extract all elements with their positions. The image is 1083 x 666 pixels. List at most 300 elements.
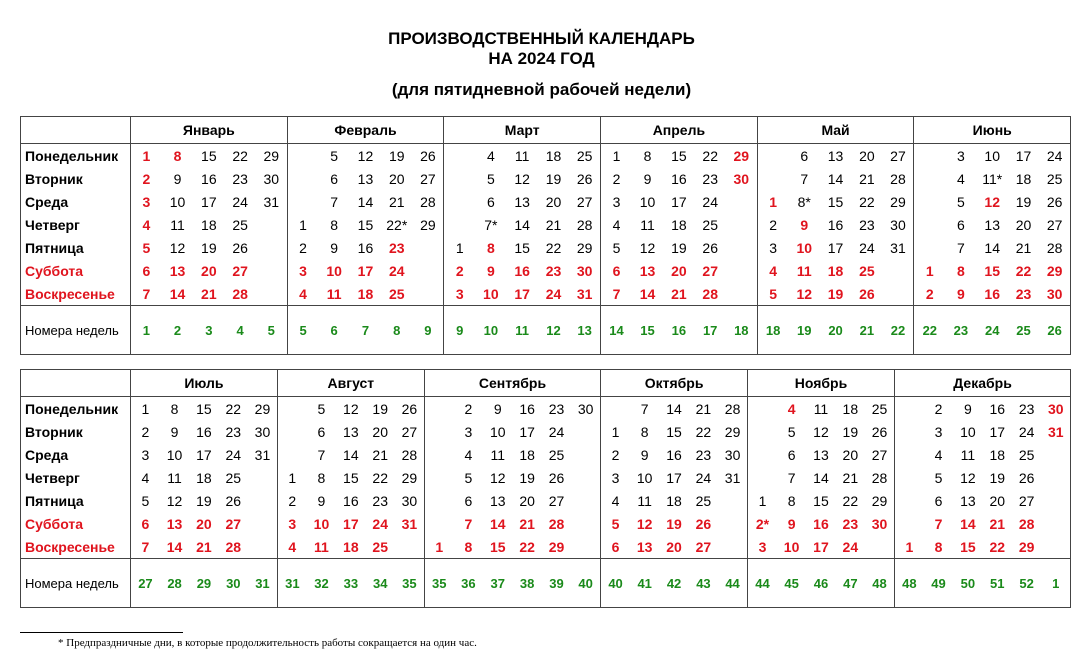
date-cell xyxy=(424,489,453,512)
week-number: 5 xyxy=(256,306,287,355)
date-cell: 8 xyxy=(464,538,473,555)
day-label: Суббота xyxy=(21,259,131,282)
date-cell: 11 xyxy=(813,400,829,417)
date-cell xyxy=(256,282,287,306)
date-cell: 20 xyxy=(389,170,405,187)
date-cell: 30 xyxy=(733,170,750,187)
date-cell: 26 xyxy=(548,469,565,486)
month-name: Ноябрь xyxy=(748,370,895,397)
date-cell: 18 xyxy=(671,216,687,233)
date-cell: 12 xyxy=(984,193,1000,210)
date-cell: 13 xyxy=(166,515,183,532)
date-cell: 20 xyxy=(201,262,217,279)
date-cell: 15 xyxy=(827,193,844,210)
date-cell xyxy=(571,466,600,489)
date-cell: 17 xyxy=(666,469,682,486)
date-cell xyxy=(1041,489,1070,512)
date-cell: 24 xyxy=(702,193,718,210)
date-cell: 30 xyxy=(577,400,594,417)
date-cell xyxy=(248,512,277,535)
date-cell: 23 xyxy=(389,239,405,256)
week-number: 13 xyxy=(569,306,600,355)
date-cell: 18 xyxy=(519,446,535,463)
date-cell xyxy=(883,259,914,282)
date-cell: 23 xyxy=(225,423,242,440)
day-label: Среда xyxy=(21,190,131,213)
date-cell: 29 xyxy=(420,216,436,233)
date-cell xyxy=(424,512,453,535)
date-cell xyxy=(1041,512,1070,535)
day-label: Понедельник xyxy=(21,144,131,168)
date-cell: 17 xyxy=(196,446,212,463)
day-row xyxy=(21,420,1071,443)
date-cell: 29 xyxy=(1039,259,1070,282)
date-cell: 9 xyxy=(486,262,495,279)
week-number: 35 xyxy=(395,559,424,608)
date-cell: 22 xyxy=(859,193,875,210)
week-number: 48 xyxy=(894,559,923,608)
date-cell: 17 xyxy=(519,423,535,440)
date-cell: 15 xyxy=(984,262,1000,279)
date-cell: 2 xyxy=(914,282,945,306)
week-number: 21 xyxy=(851,306,882,355)
date-cell: 7 xyxy=(601,282,632,306)
date-cell xyxy=(571,489,600,512)
date-cell: 11 xyxy=(167,469,182,486)
date-cell xyxy=(894,489,923,512)
week-number: 44 xyxy=(718,559,747,608)
date-cell: 9 xyxy=(800,216,809,233)
date-cell xyxy=(865,535,894,559)
date-cell: 11 xyxy=(796,262,812,279)
date-cell: 8 xyxy=(170,400,179,417)
date-cell: 28 xyxy=(890,170,906,187)
week-number: 10 xyxy=(475,306,506,355)
date-cell: 17 xyxy=(989,423,1006,440)
week-number: 14 xyxy=(601,306,632,355)
date-cell: 8 xyxy=(173,147,182,164)
date-cell: 30 xyxy=(254,423,271,440)
week-number: 2 xyxy=(162,306,193,355)
date-cell: 6 xyxy=(486,193,495,210)
date-cell: 20 xyxy=(842,446,859,463)
week-number: 18 xyxy=(726,306,757,355)
date-cell: 2 xyxy=(601,443,630,466)
date-cell: 27 xyxy=(695,538,712,555)
date-cell: 16 xyxy=(989,400,1006,417)
date-cell xyxy=(914,144,945,168)
date-cell: 7 xyxy=(800,170,809,187)
day-label: Вторник xyxy=(21,167,131,190)
week-number: 8 xyxy=(381,306,412,355)
date-cell: 8 xyxy=(643,147,652,164)
date-cell: 19 xyxy=(201,239,217,256)
date-cell xyxy=(718,489,747,512)
date-cell: 22 xyxy=(372,469,388,486)
date-cell: 26 xyxy=(420,147,436,164)
date-cell: 25 xyxy=(871,400,888,417)
date-cell: 17 xyxy=(827,239,844,256)
week-number: 40 xyxy=(601,559,630,608)
date-cell xyxy=(914,236,945,259)
month-name: Май xyxy=(757,117,914,144)
date-cell: 16 xyxy=(519,400,535,417)
month-name: Июль xyxy=(131,370,278,397)
date-cell: 15 xyxy=(666,423,682,440)
date-cell xyxy=(748,397,777,421)
date-cell: 4 xyxy=(934,446,943,463)
date-cell: 29 xyxy=(401,469,418,486)
date-cell: 12 xyxy=(343,400,359,417)
date-cell: 20 xyxy=(545,193,562,210)
date-cell: 30 xyxy=(1039,282,1070,306)
date-cell: 14 xyxy=(343,446,359,463)
date-cell: 28 xyxy=(724,400,741,417)
date-cell: 12 xyxy=(169,239,186,256)
date-cell: 16 xyxy=(357,239,374,256)
day-row xyxy=(21,144,1071,168)
calendar-first-half xyxy=(20,116,1071,355)
date-cell: 5 xyxy=(787,423,796,440)
date-cell: 4 xyxy=(787,400,796,417)
calendar-second-half xyxy=(20,369,1071,608)
date-cell: 30 xyxy=(871,515,888,532)
date-cell: 1 xyxy=(894,535,923,559)
date-cell: 4 xyxy=(757,259,788,282)
date-cell: 18 xyxy=(201,216,217,233)
date-cell: 17 xyxy=(201,193,217,210)
date-cell: 1 xyxy=(601,144,632,168)
date-cell: 7 xyxy=(330,193,339,210)
date-cell: 14 xyxy=(960,515,976,532)
date-cell: 13 xyxy=(960,492,976,509)
date-cell: 20 xyxy=(671,262,687,279)
date-cell xyxy=(748,443,777,466)
date-cell: 1 xyxy=(277,466,306,489)
date-cell: 31 xyxy=(401,515,418,532)
date-cell: 9 xyxy=(643,170,652,187)
day-row xyxy=(21,259,1071,282)
date-cell: 29 xyxy=(733,147,750,164)
date-cell: 10 xyxy=(783,538,800,555)
week-number: 28 xyxy=(160,559,189,608)
week-number: 24 xyxy=(977,306,1008,355)
date-cell: 23 xyxy=(859,216,875,233)
date-cell: 13 xyxy=(357,170,374,187)
month-name: Октябрь xyxy=(601,370,748,397)
date-cell: 24 xyxy=(548,423,565,440)
date-cell: 10 xyxy=(984,147,1000,164)
date-cell: 24 xyxy=(842,538,859,555)
date-cell xyxy=(914,190,945,213)
date-cell: 6 xyxy=(131,259,162,282)
week-number: 43 xyxy=(689,559,718,608)
date-cell: 18 xyxy=(545,147,562,164)
week-number: 35 xyxy=(424,559,453,608)
date-cell: 29 xyxy=(871,492,888,509)
date-cell: 27 xyxy=(401,423,418,440)
date-cell: 25 xyxy=(1039,167,1070,190)
date-cell: 10 xyxy=(639,193,656,210)
date-cell xyxy=(894,420,923,443)
date-cell: 3 xyxy=(277,512,306,535)
date-cell: 22 xyxy=(232,147,248,164)
date-cell: 25 xyxy=(389,285,405,302)
date-cell xyxy=(287,144,318,168)
date-cell: 25 xyxy=(372,538,388,555)
date-cell: 24 xyxy=(859,239,875,256)
date-cell: 27 xyxy=(225,515,242,532)
date-cell: 28 xyxy=(225,538,242,555)
date-cell: 28 xyxy=(401,446,418,463)
day-row xyxy=(21,213,1071,236)
date-cell: 14 xyxy=(357,193,374,210)
date-cell: 20 xyxy=(859,147,875,164)
date-cell: 6 xyxy=(330,170,339,187)
date-cell: 19 xyxy=(666,515,682,532)
week-number: 48 xyxy=(865,559,894,608)
date-cell: 5 xyxy=(317,400,326,417)
date-cell: 21 xyxy=(545,216,562,233)
date-cell: 26 xyxy=(702,239,718,256)
date-cell: 5 xyxy=(934,469,943,486)
date-cell: 24 xyxy=(695,469,712,486)
date-cell: 30 xyxy=(576,262,593,279)
day-label: Вторник xyxy=(21,420,131,443)
date-cell: 29 xyxy=(724,423,741,440)
week-number: 5 xyxy=(287,306,318,355)
date-cell: 5 xyxy=(486,170,495,187)
date-cell: 15 xyxy=(813,492,829,509)
date-cell: 1 xyxy=(914,259,945,282)
date-cell xyxy=(757,167,788,190)
date-cell: 23 xyxy=(548,400,565,417)
date-cell: 15 xyxy=(343,469,359,486)
week-number: 31 xyxy=(248,559,277,608)
week-number: 44 xyxy=(748,559,777,608)
date-cell: 26 xyxy=(871,423,888,440)
date-cell: 11 xyxy=(326,285,342,302)
day-row xyxy=(21,466,1071,489)
date-cell: 12 xyxy=(357,147,374,164)
date-cell xyxy=(256,213,287,236)
date-cell: 21 xyxy=(695,400,712,417)
week-number: 17 xyxy=(695,306,726,355)
date-cell: 1 xyxy=(757,190,788,213)
date-cell: 6 xyxy=(317,423,326,440)
week-number: 36 xyxy=(454,559,483,608)
date-cell: 11 xyxy=(640,216,655,233)
date-cell xyxy=(248,466,277,489)
date-cell: 26 xyxy=(232,239,248,256)
date-cell: 7 xyxy=(317,446,326,463)
header-corner xyxy=(21,117,131,144)
date-cell: 12 xyxy=(489,469,506,486)
date-cell xyxy=(412,259,443,282)
day-label: Суббота xyxy=(21,512,131,535)
week-number: 52 xyxy=(1012,559,1041,608)
date-cell: 21 xyxy=(859,170,875,187)
date-cell: 29 xyxy=(890,193,906,210)
date-cell: 6 xyxy=(131,512,160,535)
day-row xyxy=(21,397,1071,421)
date-cell: 1 xyxy=(748,489,777,512)
date-cell: 22 xyxy=(225,400,242,417)
week-number: 18 xyxy=(757,306,788,355)
date-cell: 18 xyxy=(357,285,374,302)
date-cell xyxy=(601,397,630,421)
date-cell: 24 xyxy=(1018,423,1035,440)
date-cell: 21 xyxy=(1015,239,1032,256)
date-cell: 20 xyxy=(989,492,1006,509)
date-cell: 9 xyxy=(963,400,972,417)
date-cell xyxy=(718,535,747,559)
date-cell: 9 xyxy=(640,446,649,463)
date-cell: 5 xyxy=(131,236,162,259)
date-cell: 27 xyxy=(1018,492,1035,509)
date-cell: 25 xyxy=(576,147,593,164)
date-cell: 20 xyxy=(372,423,388,440)
date-cell: 30 xyxy=(263,170,280,187)
date-cell: 2 xyxy=(464,400,473,417)
date-cell: 19 xyxy=(842,423,859,440)
date-cell: 1 xyxy=(444,236,475,259)
date-cell: 26 xyxy=(1039,190,1070,213)
date-cell: 12 xyxy=(514,170,530,187)
date-cell: 3 xyxy=(131,443,160,466)
date-cell xyxy=(248,535,277,559)
date-cell xyxy=(277,420,306,443)
date-cell: 3 xyxy=(757,236,788,259)
date-cell xyxy=(412,236,443,259)
week-number: 20 xyxy=(820,306,851,355)
date-cell: 13 xyxy=(169,262,186,279)
date-cell xyxy=(571,443,600,466)
date-cell: 23 xyxy=(695,446,712,463)
day-row xyxy=(21,535,1071,559)
date-cell xyxy=(894,466,923,489)
date-cell: 4 xyxy=(486,147,495,164)
month-name: Февраль xyxy=(287,117,444,144)
date-cell: 13 xyxy=(343,423,359,440)
date-cell xyxy=(894,397,923,421)
date-cell: 7 xyxy=(131,282,162,306)
date-cell xyxy=(726,213,757,236)
date-cell: 23 xyxy=(1018,400,1035,417)
date-cell: 7 xyxy=(640,400,649,417)
calendar-year: НА 2024 ГОД xyxy=(488,49,595,68)
date-cell: 27 xyxy=(1039,213,1070,236)
date-cell: 9 xyxy=(956,285,965,302)
date-cell: 12 xyxy=(813,423,829,440)
month-name: Декабрь xyxy=(894,370,1070,397)
date-cell: 29 xyxy=(1018,538,1035,555)
date-cell: 27 xyxy=(890,147,906,164)
date-cell: 17 xyxy=(343,515,359,532)
date-cell xyxy=(277,443,306,466)
week-number: 3 xyxy=(193,306,224,355)
day-label: Понедельник xyxy=(21,397,131,421)
week-number: 39 xyxy=(542,559,571,608)
date-cell: 4 xyxy=(601,489,630,512)
date-cell: 8 xyxy=(330,216,339,233)
date-cell: 15 xyxy=(960,538,976,555)
date-cell xyxy=(757,144,788,168)
date-cell: 28 xyxy=(548,515,565,532)
date-cell: 6 xyxy=(956,216,965,233)
date-cell: 21 xyxy=(372,446,388,463)
date-cell: 30 xyxy=(401,492,418,509)
date-cell: 11 xyxy=(960,446,976,463)
date-cell: 21 xyxy=(201,285,217,302)
day-label: Среда xyxy=(21,443,131,466)
week-number: 30 xyxy=(219,559,248,608)
footnote-divider xyxy=(20,632,183,633)
date-cell: 2 xyxy=(444,259,475,282)
week-number: 27 xyxy=(131,559,160,608)
day-label: Четверг xyxy=(21,466,131,489)
date-cell: 24 xyxy=(545,285,562,302)
date-cell: 15 xyxy=(201,147,217,164)
day-label: Пятница xyxy=(21,489,131,512)
date-cell: 18 xyxy=(1015,170,1032,187)
date-cell: 7 xyxy=(464,515,473,532)
date-cell xyxy=(248,489,277,512)
date-cell: 13 xyxy=(813,446,829,463)
date-cell: 15 xyxy=(196,400,212,417)
day-label: Воскресенье xyxy=(21,282,131,306)
month-name: Январь xyxy=(131,117,288,144)
date-cell: 4 xyxy=(956,170,965,187)
date-cell xyxy=(287,167,318,190)
date-cell xyxy=(424,397,453,421)
date-cell: 31 xyxy=(254,446,271,463)
week-number: 47 xyxy=(836,559,865,608)
date-cell: 22 xyxy=(842,492,859,509)
date-cell xyxy=(571,535,600,559)
date-cell: 16 xyxy=(813,515,829,532)
date-cell xyxy=(726,259,757,282)
date-cell: 8 xyxy=(486,239,495,256)
week-number: 25 xyxy=(1008,306,1039,355)
date-cell: 3 xyxy=(934,423,943,440)
date-cell xyxy=(1041,443,1070,466)
date-cell: 8 xyxy=(787,492,796,509)
date-cell: 11* xyxy=(982,170,1003,187)
date-cell: 26 xyxy=(225,492,242,509)
date-cell: 19 xyxy=(196,492,212,509)
month-name: Август xyxy=(277,370,424,397)
date-cell: 16 xyxy=(196,423,212,440)
date-cell: 18 xyxy=(666,492,682,509)
date-cell: 23 xyxy=(372,492,388,509)
date-cell: 27 xyxy=(871,446,888,463)
date-cell: 31 xyxy=(1041,420,1070,443)
date-cell: 20 xyxy=(666,538,682,555)
date-cell xyxy=(444,167,475,190)
week-number: 37 xyxy=(483,559,512,608)
weeks-label: Номера недель xyxy=(21,559,131,608)
date-cell: 23 xyxy=(232,170,248,187)
date-cell: 16 xyxy=(984,285,1000,302)
date-cell: 14 xyxy=(169,285,186,302)
day-row xyxy=(21,282,1071,306)
date-cell: 16 xyxy=(671,170,687,187)
date-cell: 6 xyxy=(934,492,943,509)
date-cell: 15 xyxy=(489,538,506,555)
date-cell xyxy=(914,167,945,190)
week-number: 6 xyxy=(318,306,349,355)
